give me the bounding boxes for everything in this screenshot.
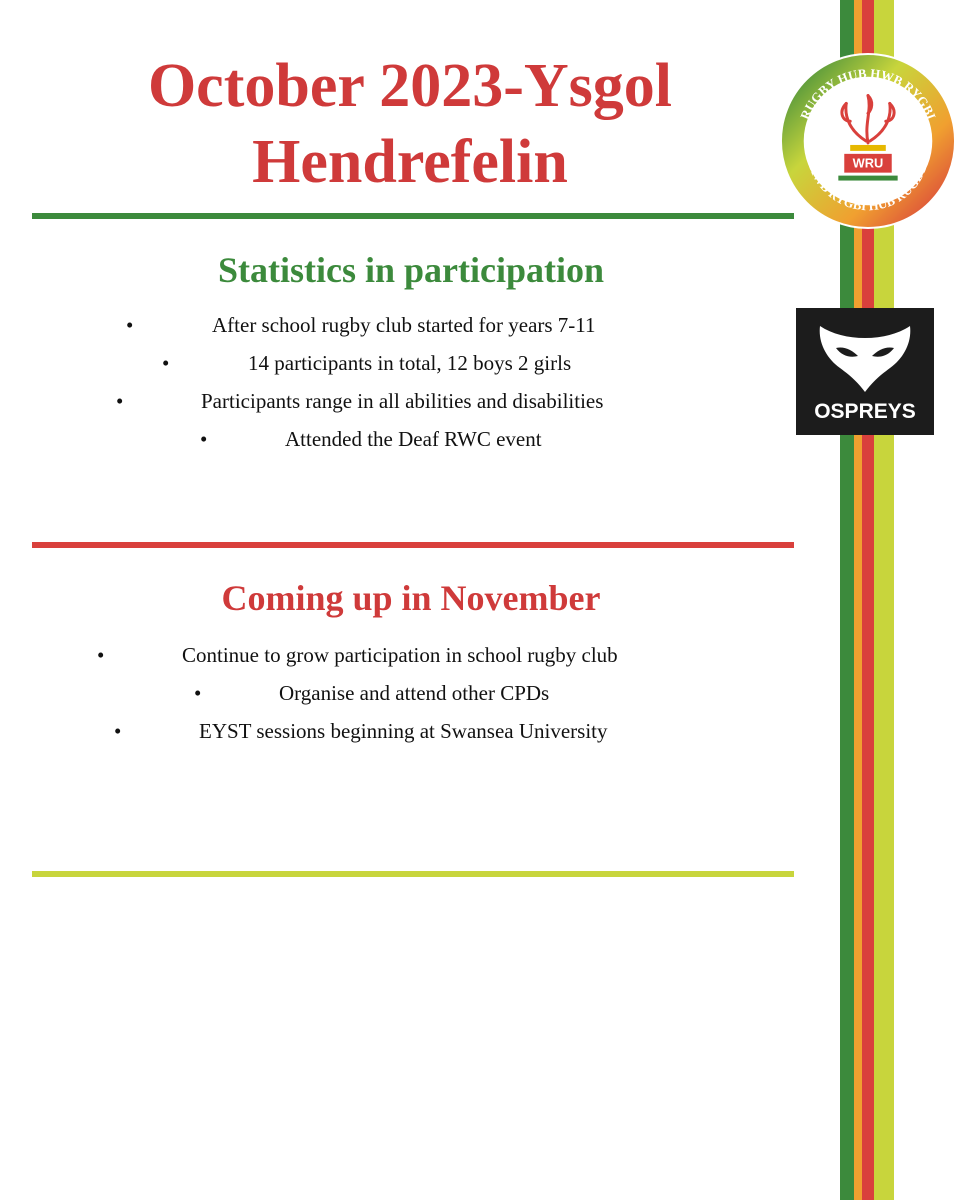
- rugby-hub-badge: [779, 52, 957, 230]
- divider-lime: [32, 871, 794, 877]
- badge-underline: [838, 176, 897, 181]
- badge-ring-bottom-text: HWB RYGBI HUB RUGBY: [806, 162, 930, 214]
- ospreys-logo: [796, 308, 934, 435]
- list-item-text: Organise and attend other CPDs: [279, 681, 550, 705]
- list-item-text: Participants range in all abilities and disabilities: [201, 389, 604, 413]
- list-item-text: Continue to grow participation in school rugby club: [182, 643, 618, 667]
- divider-green: [32, 213, 794, 219]
- bullet-icon: •: [162, 351, 170, 375]
- bullet-icon: •: [97, 643, 105, 667]
- bullet-icon: •: [200, 427, 208, 451]
- page-title-line-1: October 2023-Ysgol: [147, 52, 673, 120]
- bullet-icon: •: [194, 681, 202, 705]
- page-title: [30, 48, 790, 200]
- bullet-icon: •: [114, 719, 122, 743]
- list-item-text: Attended the Deaf RWC event: [285, 427, 542, 451]
- page-title-line-2: Hendrefelin: [252, 128, 568, 196]
- wru-text: WRU: [852, 155, 884, 171]
- bullet-icon: •: [116, 389, 124, 413]
- osprey-mask-icon: [796, 308, 934, 398]
- divider-red: [32, 542, 794, 548]
- statistics-heading: Statistics in participation: [217, 250, 604, 290]
- badge-ring-top-text: RUGBY HUB HWB RYGBI: [797, 66, 939, 122]
- list-item-text: EYST sessions beginning at Swansea University: [199, 719, 608, 743]
- list-item-text: 14 participants in total, 12 boys 2 girls: [248, 351, 572, 375]
- list-item-text: After school rugby club started for years 7-11: [212, 313, 596, 337]
- coronet-icon: [850, 145, 886, 151]
- coming-up-heading: Coming up in November: [221, 578, 601, 618]
- ospreys-wordmark: OSPREYS: [814, 400, 916, 423]
- bullet-icon: •: [126, 313, 134, 337]
